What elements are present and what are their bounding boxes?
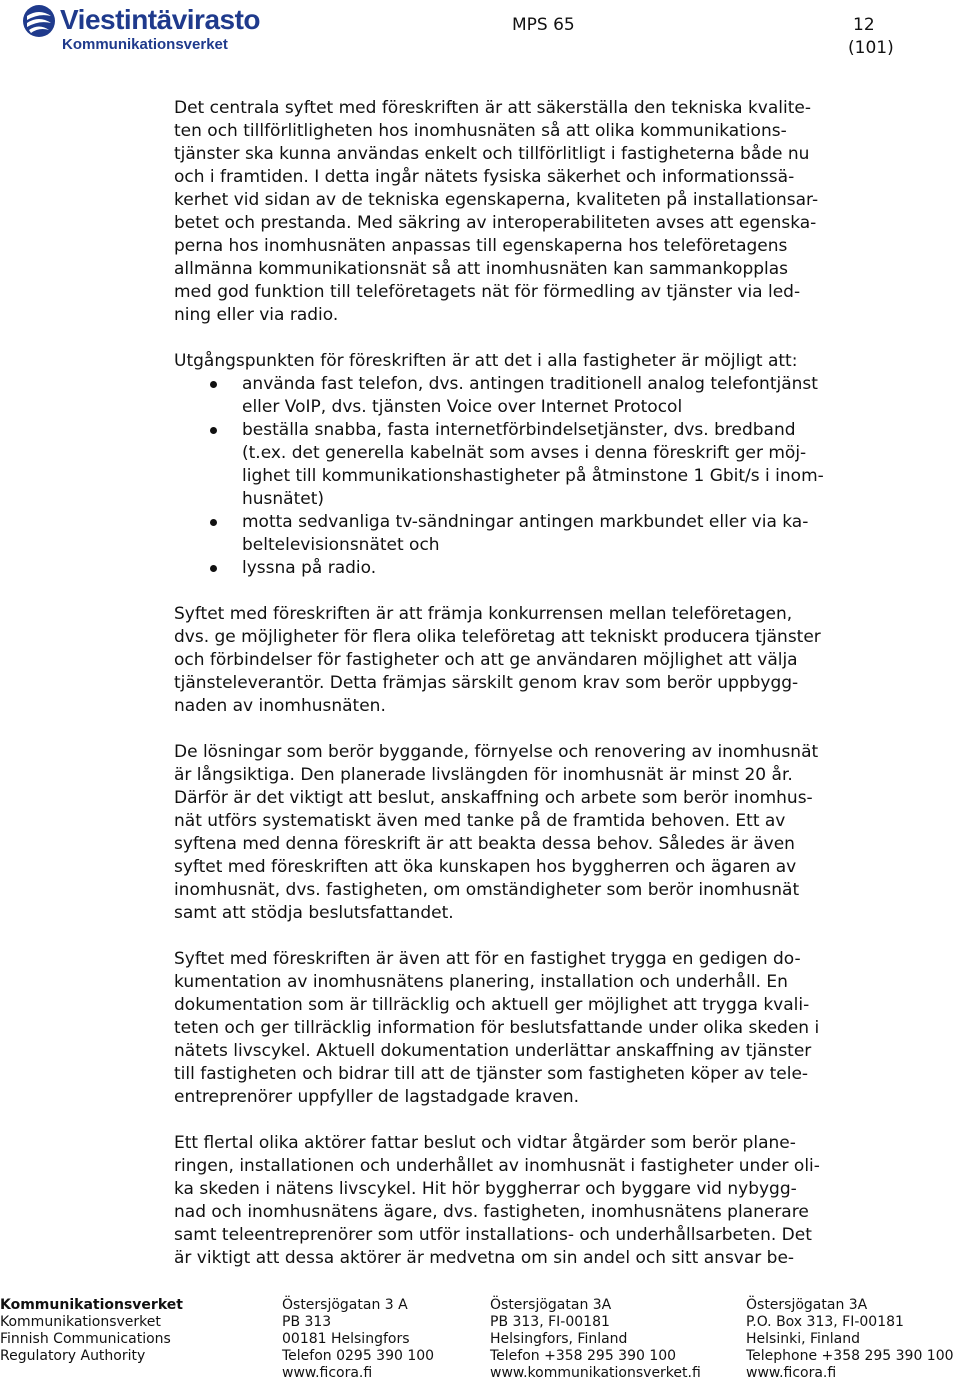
text-line: kerhet vid sidan av de tekniska egenskaperna, kvaliteten på installationsar-: [174, 190, 819, 210]
text-line: kumentation av inomhusnätens planering, installation och underhåll. En: [174, 972, 788, 992]
text-line: Ett flertal olika aktörer fattar beslut och vidtar åtgärder som berör plane-: [174, 1133, 796, 1153]
footer-line: Helsinki, Finland: [746, 1331, 861, 1347]
text-line: är långsiktiga. Den planerade livslängden för inomhusnät är minst 20 år.: [174, 765, 793, 785]
text-line: till fastigheten och bidrar till att de tjänster som fastigheten köper av tele-: [174, 1064, 809, 1084]
text-line: husnätet): [242, 489, 325, 509]
footer-column-agency: [0, 1297, 183, 1365]
bullet-icon: [210, 565, 217, 572]
text-line: tjänster ska kunna användas enkelt och tillförlitligt i fastigheterna både nu: [174, 144, 810, 164]
footer-line: Östersjögatan 3A: [746, 1297, 868, 1313]
text-line: samt teleentreprenörer som utför installations- och underhållsarbeten. Det: [174, 1225, 812, 1245]
text-line: lyssna på radio.: [242, 558, 377, 578]
paragraph-actors: [174, 1132, 904, 1270]
footer-link[interactable]: www.ficora.fi: [282, 1365, 373, 1381]
text-line: och förbindelser för fastigheter och att ge användaren möjlighet att välja: [174, 650, 798, 670]
text-line: ten och tillförlitligheten hos inomhusnäten så att olika kommunikations-: [174, 121, 787, 141]
footer-line: Finnish Communications: [0, 1331, 171, 1347]
text-line: Därför är det viktigt att beslut, anskaffning och arbete som berör inomhus-: [174, 788, 813, 808]
footer-line: Östersjögatan 3A: [490, 1297, 612, 1313]
text-line: nad och inomhusnätens ägare, dvs. fastigheten, inomhusnätens planerare: [174, 1202, 809, 1222]
text-line: lighet till kommunikationshastigheter på åtminstone 1 Gbit/s i inom-: [242, 466, 824, 486]
text-line: med god funktion till teleföretagets nät för förmedling av tjänster via led-: [174, 282, 801, 302]
text-line: nätets livscykel. Aktuell dokumentation underlättar anskaffning av tjänster: [174, 1041, 812, 1061]
footer-line: Kommunikationsverket: [0, 1297, 183, 1313]
text-line: ning eller via radio.: [174, 305, 339, 325]
footer-line: 00181 Helsingfors: [282, 1331, 410, 1347]
logo-subtitle: Kommunikationsverket: [62, 36, 228, 53]
footer-column-address-en: [746, 1297, 954, 1382]
list-item: [174, 419, 904, 511]
text-line: De lösningar som berör byggande, förnyelse och renovering av inomhusnät: [174, 742, 819, 762]
footer-line: Telephone +358 295 390 100: [746, 1348, 954, 1364]
text-line: perna hos inomhusnäten anpassas till egenskaperna hos teleföretagens: [174, 236, 788, 256]
text-line: syftet med föreskriften att öka kunskapen hos byggherren och ägaren av: [174, 857, 797, 877]
text-line: Syftet med föreskriften är även att för en fastighet trygga en gedigen do-: [174, 949, 801, 969]
footer-link[interactable]: www.ficora.fi: [746, 1365, 837, 1381]
logo: [22, 4, 282, 54]
page-number: 12: [853, 15, 875, 35]
text-line: naden av inomhusnäten.: [174, 696, 386, 716]
text-line: beltelevisionsnätet och: [242, 535, 440, 555]
text-line: syftena med denna föreskrift är att beakta dessa behov. Således är även: [174, 834, 795, 854]
bullet-list: [174, 373, 904, 580]
paragraph-documentation: [174, 948, 904, 1109]
footer-line: P.O. Box 313, FI-00181: [746, 1314, 904, 1330]
text-line: teten och ger tillräcklig information för beslutsfattande under olika skeden i: [174, 1018, 820, 1038]
text-line: dvs. ge möjligheter för flera olika teleföretag att tekniskt producera tjänster: [174, 627, 821, 647]
bullet-icon: [210, 381, 217, 388]
page-total: (101): [848, 38, 894, 58]
text-line: (t.ex. det generella kabelnät som avses i denna föreskrift ger möj-: [242, 443, 807, 463]
text-line: entreprenörer uppfyller de lagstadgade kraven.: [174, 1087, 580, 1107]
footer-line: PB 313, FI-00181: [490, 1314, 610, 1330]
text-line: använda fast telefon, dvs. antingen traditionell analog telefontjänst: [242, 374, 818, 394]
text-line: tjänsteleverantör. Detta främjas särskilt genom krav som berör uppbygg-: [174, 673, 799, 693]
footer-line: Regulatory Authority: [0, 1348, 146, 1364]
text-line: motta sedvanliga tv-sändningar antingen markbundet eller via ka-: [242, 512, 809, 532]
footer-link[interactable]: www.kommunikationsverket.fi: [490, 1365, 701, 1381]
logo-mark-icon: [22, 4, 56, 38]
list-item: [174, 373, 904, 419]
text-line: och i framtiden. I detta ingår nätets fysiska säkerhet och informationssä-: [174, 167, 795, 187]
footer-column-address-intl-sv: [490, 1297, 701, 1382]
footer-line: Östersjögatan 3 A: [282, 1297, 408, 1313]
text-line: är viktigt att dessa aktörer är medvetna om sin andel och sitt ansvar be-: [174, 1248, 795, 1268]
text-line: dokumentation som är tillräcklig och aktuell ger möjlighet att trygga kvali-: [174, 995, 810, 1015]
text-line: Syftet med föreskriften är att främja konkurrensen mellan teleföretagen,: [174, 604, 793, 624]
footer-line: Kommunikationsverket: [0, 1314, 161, 1330]
text-line: ringen, installationen och underhållet av inomhusnät i fastigheter under oli-: [174, 1156, 820, 1176]
bullet-icon: [210, 519, 217, 526]
list-item: [174, 511, 904, 557]
footer-line: PB 313: [282, 1314, 332, 1330]
list-intro: Utgångspunkten för föreskriften är att det i alla fastigheter är möjligt att:: [174, 351, 798, 371]
paragraph-competition: [174, 603, 904, 718]
text-line: nät utförs systematiskt även med tanke på de framtida behoven. Ett av: [174, 811, 786, 831]
text-line: inomhusnät, dvs. fastigheten, om omständigheter som berör inomhusnät: [174, 880, 800, 900]
document-body: [174, 97, 904, 1270]
paragraph-purpose: [174, 97, 904, 327]
text-line: allmänna kommunikationsnät så att inomhusnäten kan sammankopplas: [174, 259, 789, 279]
footer-line: Telefon 0295 390 100: [282, 1348, 435, 1364]
paragraph-longevity: [174, 741, 904, 925]
list-item: [174, 557, 904, 580]
footer-line: Telefon +358 295 390 100: [490, 1348, 677, 1364]
text-line: Det centrala syftet med föreskriften är att säkerställa den tekniska kvalite-: [174, 98, 811, 118]
footer-line: Helsingfors, Finland: [490, 1331, 628, 1347]
document-code: MPS 65: [512, 15, 575, 35]
page-footer: [0, 1297, 960, 1383]
footer-column-address-sv: [282, 1297, 434, 1382]
logo-title: Viestintävirasto: [60, 4, 261, 35]
text-line: samt att stödja beslutsfattandet.: [174, 903, 454, 923]
bullet-icon: [210, 427, 217, 434]
text-line: ka skeden i nätens livscykel. Hit hör byggherrar och byggare vid nybygg-: [174, 1179, 797, 1199]
text-line: beställa snabba, fasta internetförbindelsetjänster, dvs. bredband: [242, 420, 796, 440]
text-line: betet och prestanda. Med säkring av interoperabiliteten avses att egenska-: [174, 213, 817, 233]
text-line: eller VoIP, dvs. tjänsten Voice over Internet Protocol: [242, 397, 683, 417]
